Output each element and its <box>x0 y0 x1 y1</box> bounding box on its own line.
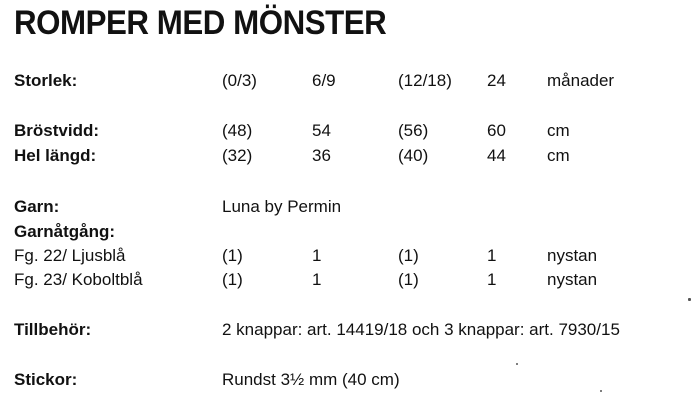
yarn-value: Luna by Permin <box>222 197 342 216</box>
chest-row <box>0 121 693 143</box>
length-value-3: (40) <box>398 146 429 165</box>
color2-row <box>0 270 693 292</box>
size-value-3: (12/18) <box>398 71 452 90</box>
length-label: Hel längd: <box>14 146 97 165</box>
accessories-label: Tillbehör: <box>14 320 92 339</box>
length-row <box>0 146 693 168</box>
page-title: ROMPER MED MÖNSTER <box>14 4 387 42</box>
accessories-row <box>0 320 693 342</box>
color1-row <box>0 246 693 268</box>
color2-value-3: (1) <box>398 270 419 289</box>
yarn-label: Garn: <box>14 197 60 216</box>
accessories-value: 2 knappar: art. 14419/18 och 3 knappar: art. 7930/15 <box>222 320 620 339</box>
length-value-2: 36 <box>312 146 331 165</box>
needles-label: Stickor: <box>14 370 78 389</box>
size-unit: månader <box>547 71 615 90</box>
size-value-2: 6/9 <box>312 71 336 90</box>
color2-label: Fg. 23/ Koboltblå <box>14 270 143 289</box>
size-row <box>0 71 693 93</box>
color1-value-1: (1) <box>222 246 243 265</box>
length-value-1: (32) <box>222 146 253 165</box>
color1-value-4: 1 <box>487 246 497 265</box>
size-value-1: (0/3) <box>222 71 257 90</box>
size-label: Storlek: <box>14 71 78 90</box>
yarn-amount-row <box>0 222 693 244</box>
size-value-4: 24 <box>487 71 506 90</box>
color1-unit: nystan <box>547 246 598 265</box>
color1-value-3: (1) <box>398 246 419 265</box>
color2-unit: nystan <box>547 270 598 289</box>
yarn-amount-label: Garnåtgång: <box>14 222 116 241</box>
color1-value-2: 1 <box>312 246 322 265</box>
needles-row <box>0 370 693 392</box>
length-value-4: 44 <box>487 146 506 165</box>
scan-speck <box>688 298 691 301</box>
chest-label: Bröstvidd: <box>14 121 99 140</box>
color1-label: Fg. 22/ Ljusblå <box>14 246 126 265</box>
yarn-row <box>0 197 693 219</box>
color2-value-4: 1 <box>487 270 497 289</box>
chest-value-4: 60 <box>487 121 506 140</box>
length-unit: cm <box>547 146 570 165</box>
chest-unit: cm <box>547 121 570 140</box>
scan-speck <box>600 390 602 392</box>
chest-value-2: 54 <box>312 121 331 140</box>
needles-value: Rundst 3½ mm (40 cm) <box>222 370 400 389</box>
scan-speck <box>516 363 518 365</box>
chest-value-1: (48) <box>222 121 253 140</box>
color2-value-2: 1 <box>312 270 322 289</box>
color2-value-1: (1) <box>222 270 243 289</box>
chest-value-3: (56) <box>398 121 429 140</box>
